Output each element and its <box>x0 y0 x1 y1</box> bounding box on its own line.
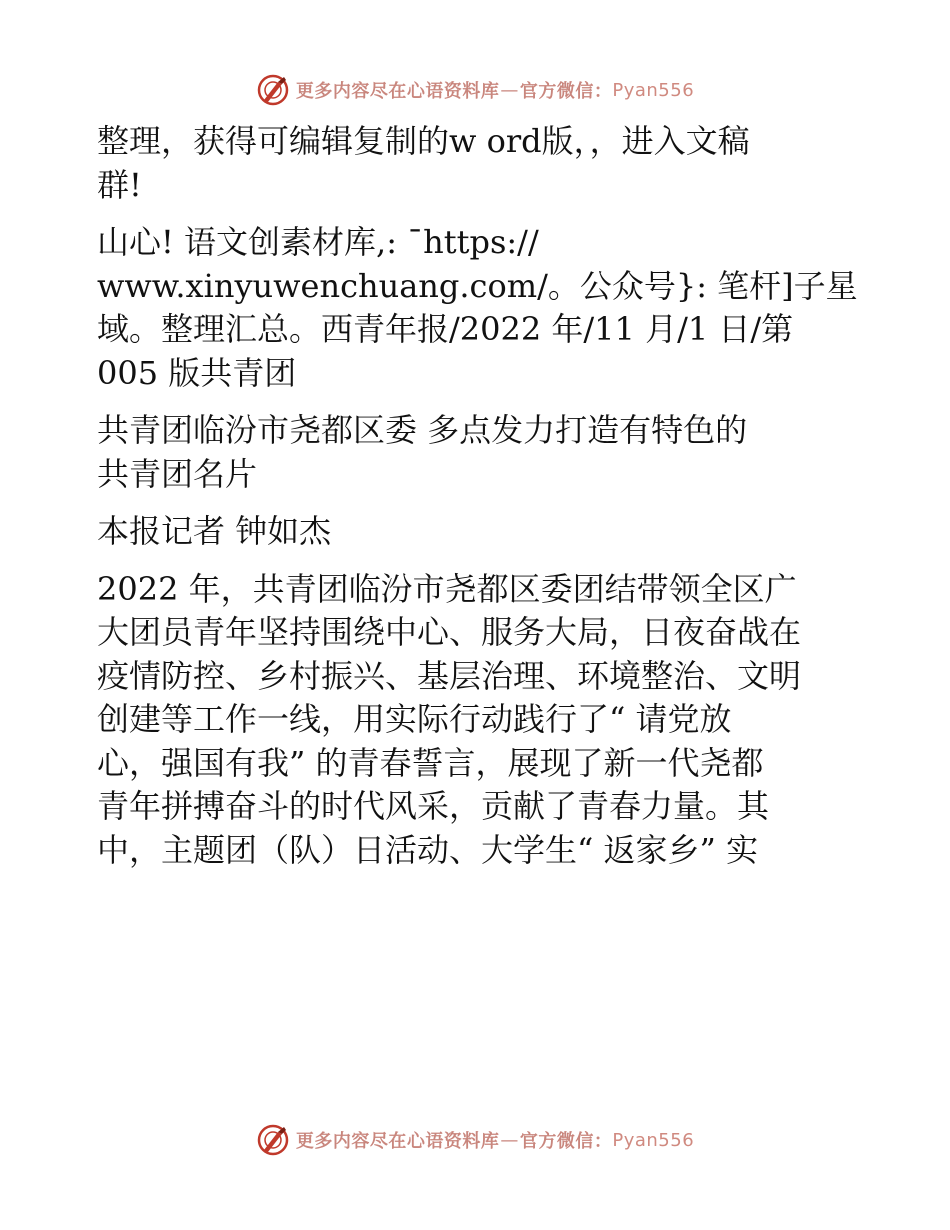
header-banner <box>0 70 950 110</box>
text-line: 创建等工作一线，用实际行动践行了“ 请党放 <box>97 700 732 738</box>
banner-wechat-id: Pyan556 <box>612 1129 695 1151</box>
footer-banner <box>0 1120 950 1160</box>
text-line: 中，主题团（队）日活动、大学生“ 返家乡” 实 <box>97 830 759 869</box>
document-body <box>97 120 857 886</box>
text-line: 共青团临汾市尧都区委 多点发力打造有特色的 <box>97 411 748 449</box>
banner-main-text: 更多内容尽在心语资料库 <box>295 81 500 102</box>
banner-dash: — <box>500 79 519 101</box>
text-line: 共青团名片 <box>97 454 258 493</box>
paragraph-source <box>97 221 857 395</box>
banner-main-text: 更多内容尽在心语资料库 <box>295 1131 500 1152</box>
text-line: 域。整理汇总。西青年报/2022 年/11 月/1 日/第 <box>97 310 794 348</box>
text-line: 疫情防控、乡村振兴、基层治理、环境整治、文明 <box>97 656 802 695</box>
text-line: www.xinyuwenchuang.com/。公众号}: 笔杆]子星 <box>97 266 858 305</box>
text-line: 群! <box>97 165 142 204</box>
paragraph-intro <box>97 120 857 207</box>
paragraph-byline <box>97 510 857 554</box>
banner-wechat-id: Pyan556 <box>612 79 695 101</box>
text-line: 山心! 语文创素材库,: ¯https:// <box>97 223 539 261</box>
pen-logo-icon <box>256 1123 290 1157</box>
text-line: 心，强国有我” 的青春誓言，展现了新一代尧都 <box>97 743 764 782</box>
banner-wechat-label: 官方微信： <box>519 1131 613 1152</box>
paragraph-article <box>97 568 857 873</box>
banner-wechat-label: 官方微信： <box>519 81 613 102</box>
paragraph-headline <box>97 409 857 496</box>
pen-logo-icon <box>256 73 290 107</box>
text-line: 大团员青年坚持围绕中心、服务大局，日夜奋战在 <box>97 613 802 651</box>
banner-dash: — <box>500 1129 519 1151</box>
text-line: 青年拼搏奋斗的时代风采，贡献了青春力量。其 <box>97 787 770 825</box>
text-line: 本报记者 钟如杰 <box>97 512 332 550</box>
text-line: 005 版共青团 <box>97 353 297 392</box>
text-line: 整理，获得可编辑复制的w ord版，，进入文稿 <box>97 122 750 160</box>
text-line: 2022 年，共青团临汾市尧都区委团结带领全区广 <box>97 569 797 608</box>
